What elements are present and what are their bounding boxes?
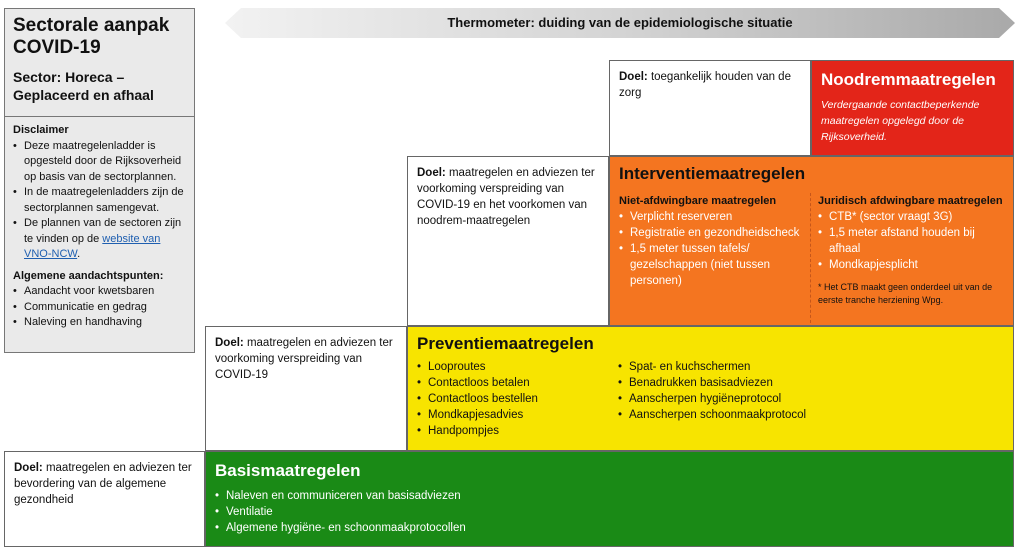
sector-label: Sector: Horeca – Geplaceerd en afhaal xyxy=(13,69,154,103)
list-item: • In de maatregelenladders zijn de sectorplannen samengevat. xyxy=(13,185,186,216)
list-item: • De plannen van de sectoren zijn te vinden op de website van VNO-NCW. xyxy=(13,216,186,263)
level-title: Interventiemaatregelen xyxy=(619,164,806,183)
list-item: • Registratie en gezondheidscheck xyxy=(619,225,809,241)
non-enforceable-column xyxy=(619,193,809,289)
attention-list xyxy=(13,284,186,331)
disclaimer-heading: Disclaimer xyxy=(13,124,69,136)
column-heading: Niet-afdwingbare maatregelen xyxy=(619,195,777,207)
level-description: Verdergaande contactbeperkende maatregelen opgelegd door de Rijksoverheid. xyxy=(821,99,980,143)
list-item: • Verplicht reserveren xyxy=(619,209,809,225)
list-item: • Aanscherpen schoonmaakprotocol xyxy=(618,407,878,423)
doel-preventie: Doel: maatregelen en adviezen ter voorkoming verspreiding van COVID-19 xyxy=(205,326,407,451)
list-item: • Naleving en handhaving xyxy=(13,315,186,331)
doel-basis: Doel: maatregelen en adviezen ter bevordering van de algemene gezondheid xyxy=(4,451,205,547)
level-basis xyxy=(205,451,1014,547)
disclaimer-panel xyxy=(4,117,195,353)
enforceable-column xyxy=(818,193,1008,307)
level-preventie xyxy=(407,326,1014,451)
sector-title-box xyxy=(4,8,195,117)
level-noodrem xyxy=(811,60,1014,156)
list-item: • Spat- en kuchschermen xyxy=(618,359,878,375)
list-item: • Ventilatie xyxy=(215,504,1004,520)
level-title: Noodremmaatregelen xyxy=(821,70,996,89)
page-title: Sectorale aanpak COVID-19 xyxy=(13,15,170,58)
level-interventie xyxy=(609,156,1014,326)
list-item: • Contactloos betalen xyxy=(417,375,617,391)
list-item: • CTB* (sector vraagt 3G) xyxy=(818,209,1008,225)
level-title: Preventiemaatregelen xyxy=(417,334,594,353)
doel-nood: Doel: toegankelijk houden van de zorg xyxy=(609,60,811,156)
vno-ncw-link[interactable]: website van VNO-NCW xyxy=(24,232,161,260)
list-item: • Deze maatregelenladder is opgesteld door de Rijksoverheid op basis van de sectorplannen. xyxy=(13,139,186,186)
list-item: • 1,5 meter tussen tafels/ gezelschappen (niet tussen personen) xyxy=(619,241,809,289)
doel-interventie: Doel: maatregelen en adviezen ter voorkoming verspreiding van COVID-19 en het voorkomen van noodrem-maatregelen xyxy=(407,156,609,326)
list-item: • Contactloos bestellen xyxy=(417,391,617,407)
list-item: • Aanscherpen hygiëneprotocol xyxy=(618,391,878,407)
attention-heading: Algemene aandachtspunten: xyxy=(13,269,164,282)
list-item: • Communicatie en gedrag xyxy=(13,300,186,316)
column-heading: Juridisch afdwingbare maatregelen xyxy=(818,195,1003,207)
preventie-left-column xyxy=(417,359,617,439)
level-title: Basismaatregelen xyxy=(215,461,361,480)
list-item: • Mondkapjesadvies xyxy=(417,407,617,423)
list-item: • Benadrukken basisadviezen xyxy=(618,375,878,391)
list-item: • 1,5 meter afstand houden bij afhaal xyxy=(818,225,1008,257)
column-divider xyxy=(810,193,811,323)
footnote: * Het CTB maakt geen onderdeel uit van de eerste tranche herziening Wpg. xyxy=(818,282,993,305)
list-item: • Handpompjes xyxy=(417,423,617,439)
thermometer-title: Thermometer: duiding van de epidemiologische situatie xyxy=(447,15,793,30)
list-item: • Looproutes xyxy=(417,359,617,375)
list-item: • Algemene hygiëne- en schoonmaakprotocollen xyxy=(215,520,1004,536)
list-item: • Aandacht voor kwetsbaren xyxy=(13,284,186,300)
preventie-right-column xyxy=(618,359,878,423)
list-item: • Naleven en communiceren van basisadviezen xyxy=(215,488,1004,504)
list-item: • Mondkapjesplicht xyxy=(818,257,1008,273)
disclaimer-list xyxy=(13,139,186,263)
